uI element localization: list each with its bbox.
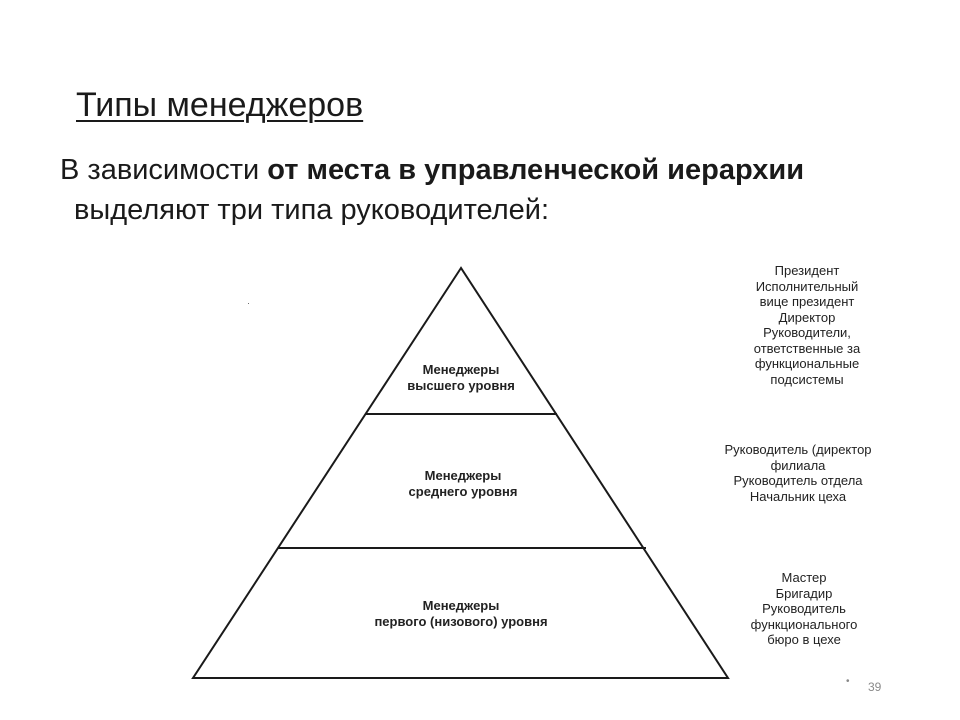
role-item: Бригадир — [775, 585, 833, 601]
level-bottom-label-line1: Менеджеры — [422, 598, 500, 613]
role-item: Исполнительный — [755, 278, 859, 294]
level-bottom-roles — [724, 570, 884, 648]
role-item: Мастер — [781, 570, 827, 585]
role-item: Президент — [774, 263, 840, 278]
role-item: Руководители, — [763, 325, 851, 340]
slide-title: Типы менеджеров — [76, 86, 364, 124]
role-item: Начальник цеха — [749, 488, 847, 504]
role-item: Руководитель отдела — [733, 473, 863, 488]
intro-line-2: выделяют три типа руководителей: — [74, 194, 550, 226]
level-middle-roles — [698, 442, 898, 504]
level-middle-label-line2: среднего уровня — [408, 484, 518, 499]
level-middle-label — [363, 468, 563, 500]
role-item: подсистемы — [770, 371, 844, 387]
level-top-label-line2: высшего уровня — [407, 378, 515, 393]
intro-emphasis: от места в управленческой иерархии — [267, 154, 805, 186]
page-number: 39 — [868, 680, 882, 694]
role-item: функционального — [750, 616, 858, 632]
level-top-label — [361, 362, 561, 394]
role-item: вице президент — [759, 294, 855, 309]
role-item: Руководитель (директор — [724, 442, 872, 457]
role-item: Директор — [778, 309, 836, 325]
level-bottom-label — [346, 598, 576, 630]
level-top-roles — [722, 263, 892, 387]
role-item: филиала — [770, 457, 826, 473]
level-middle-label-line1: Менеджеры — [424, 468, 502, 483]
scan-speck: · — [247, 298, 250, 308]
intro-prefix: В зависимости — [60, 154, 268, 186]
level-top-label-line1: Менеджеры — [422, 362, 500, 377]
role-item: ответственные за — [753, 340, 861, 356]
role-item: функциональные — [754, 356, 860, 371]
role-item: бюро в цехе — [767, 632, 841, 647]
level-bottom-label-line2: первого (низового) уровня — [374, 614, 548, 629]
footer-dot: • — [846, 676, 850, 687]
role-item: Руководитель — [762, 601, 846, 616]
